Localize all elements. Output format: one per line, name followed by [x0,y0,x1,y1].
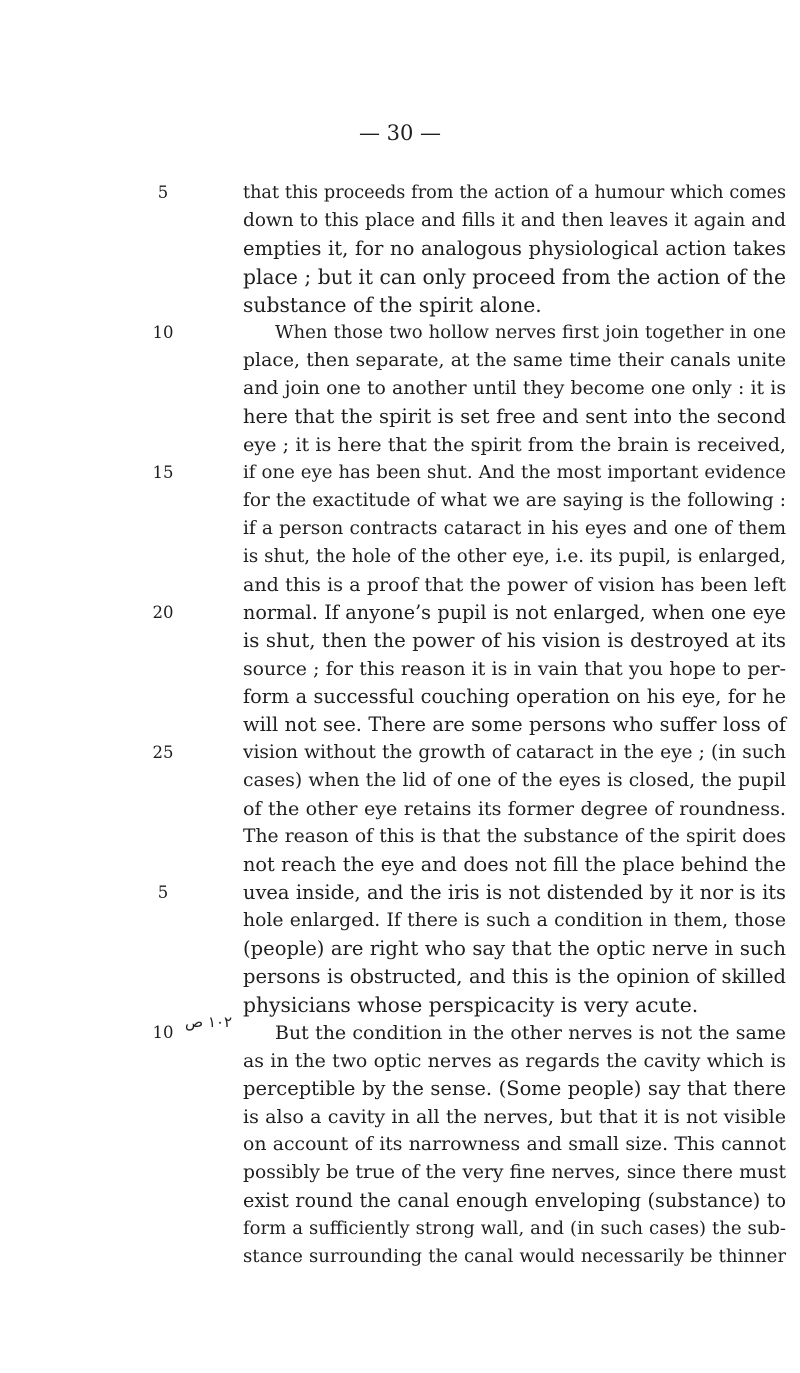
text-line: possibly be true of the very fine nerves, since there must [243,1162,786,1183]
marginal-arabic-note: ۱۰۲ ص [185,1013,233,1031]
text-line: as in the two optic nerves as regards the cavity which is [243,1050,786,1072]
text-line: vision without the growth of cataract in the eye ; (in such [243,742,786,763]
text-line: if one eye has been shut. And the most important evidence [243,462,786,483]
line-number: 15 [152,463,174,482]
text-line: on account of its narrowness and small size. This cannot [243,1134,786,1155]
text-line: The reason of this is that the substance of the spirit does [243,826,786,847]
line-number: 10 [152,323,174,342]
text-line: source ; for this reason it is in vain that you hope to per- [243,658,786,680]
line-number: 5 [157,883,169,902]
line-number: 25 [152,743,174,762]
text-line: normal. If anyone’s pupil is not enlarged, when one eye [243,601,786,624]
text-line: here that the spirit is set free and sent into the second [243,405,786,428]
text-line: if a person contracts cataract in his eyes and one of them [243,518,786,539]
text-line: will not see. There are some persons who suffer loss of [243,713,786,736]
text-line: place, then separate, at the same time their canals unite [243,350,786,371]
text-line: eye ; it is here that the spirit from the brain is received, [243,433,786,456]
text-line: When those two hollow nerves first join together in one [275,322,786,343]
text-line: not reach the eye and does not fill the place behind the [243,853,786,876]
text-line: But the condition in the other nerves is not the same [275,1022,786,1044]
line-number: 20 [152,603,174,622]
text-line: that this proceeds from the action of a humour which comes [243,183,786,203]
text-line: is also a cavity in all the nerves, but that it is not visible [243,1106,786,1128]
text-line: stance surrounding the canal would necessarily be thinner [243,1246,786,1267]
text-line: empties it, for no analogous physiological action takes [243,237,786,260]
line-number: 5 [157,183,169,202]
text-line: cases) when the lid of one of the eyes is closed, the pupil [243,770,786,791]
line-number: 10 [152,1023,174,1042]
text-line: of the other eye retains its former degree of roundness. [243,797,786,820]
text-line: is shut, then the power of his vision is destroyed at its [243,629,786,652]
text-line: persons is obstructed, and this is the opinion of skilled [243,965,786,988]
text-line: form a successful couching operation on his eye, for he [243,685,786,708]
text-line: for the exactitude of what we are saying is the following : [243,490,786,511]
text-line: uvea inside, and the iris is not distended by it nor is its [243,881,786,904]
text-line: place ; but it can only proceed from the action of the [243,265,786,289]
text-line: down to this place and fills it and then leaves it again and [243,210,786,231]
text-line: form a sufficiently strong wall, and (in such cases) the sub- [243,1218,786,1239]
text-line: (people) are right who say that the optic nerve in such [243,937,786,960]
text-line: physicians whose perspicacity is very acute. [243,993,699,1017]
text-line: substance of the spirit alone. [243,293,542,317]
text-line: hole enlarged. If there is such a condition in them, those [243,910,786,931]
text-line: perceptible by the sense. (Some people) say that there [243,1077,786,1100]
text-line: is shut, the hole of the other eye, i.e. its pupil, is enlarged, [243,546,786,567]
text-line: exist round the canal enough enveloping (substance) to [243,1189,786,1212]
text-line: and join one to another until they become one only : it is [243,378,786,399]
page-number-header: — 30 — [358,121,442,145]
text-line: and this is a proof that the power of vision has been left [243,574,786,596]
